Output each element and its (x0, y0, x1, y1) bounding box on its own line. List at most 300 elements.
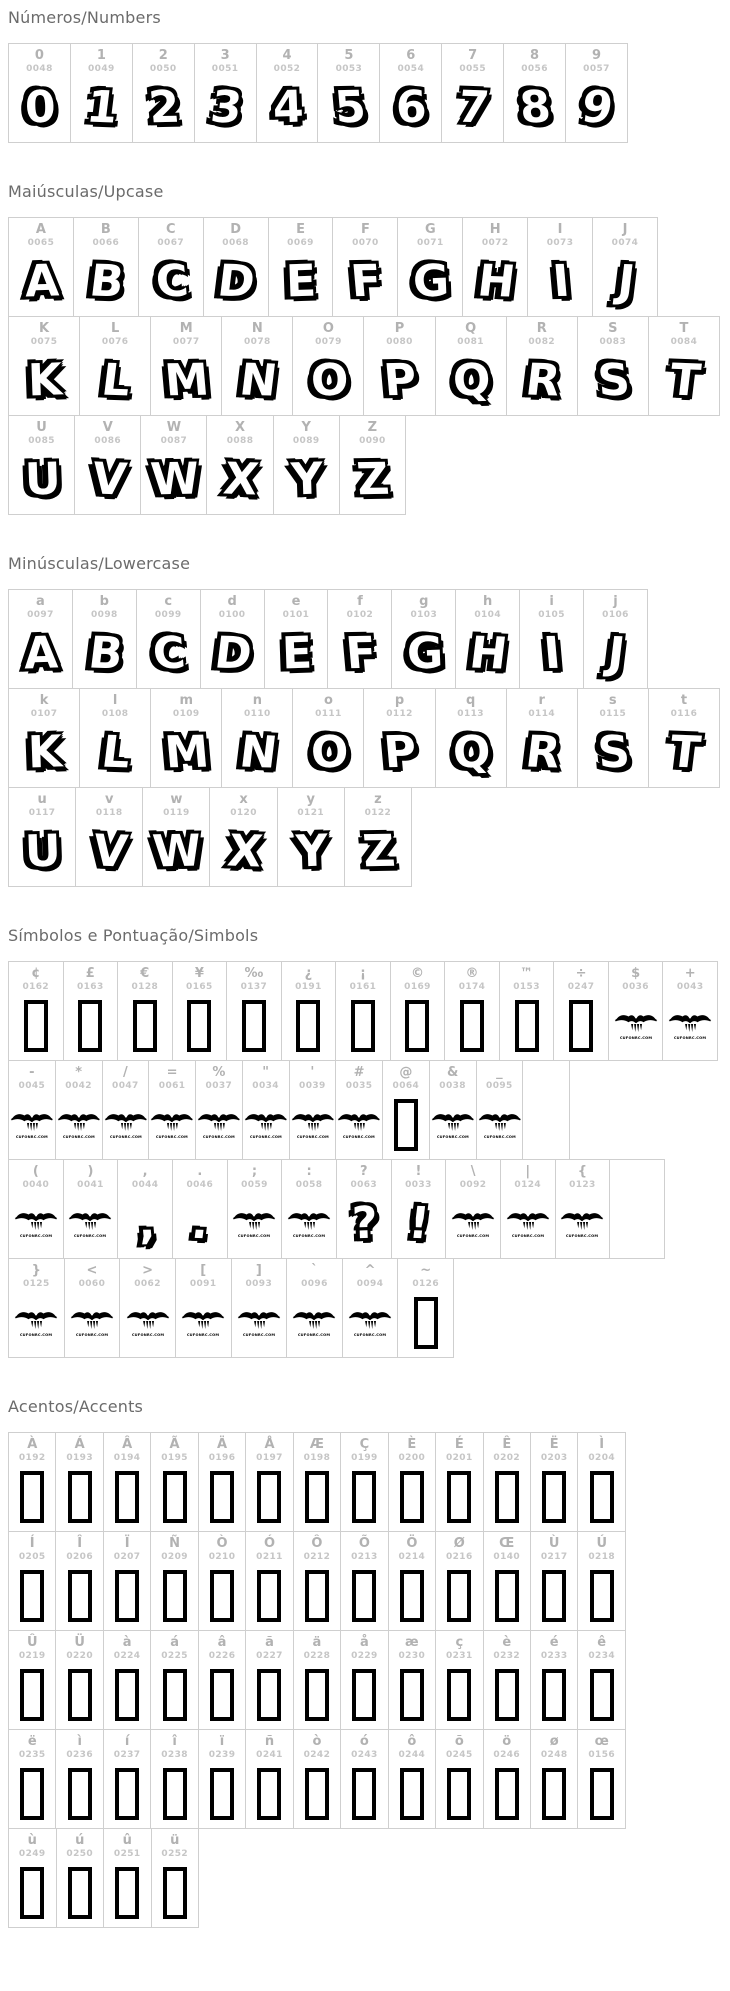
char-label: ¢ (31, 966, 41, 981)
glyph-letter: C (153, 255, 189, 308)
char-code: 0078 (244, 337, 271, 347)
glyph-preview (443, 78, 502, 138)
glyph-preview (294, 723, 362, 783)
glyph-preview (10, 1095, 54, 1155)
missing-glyph-box (20, 1570, 44, 1622)
missing-glyph-box (163, 1867, 187, 1919)
glyph-cell (9, 416, 75, 515)
char-code: 0095 (486, 1081, 513, 1091)
glyph-cell (104, 1829, 152, 1928)
glyph-cell (341, 1532, 388, 1631)
char-label: ® (465, 966, 479, 981)
glyph-cell (9, 1631, 56, 1730)
char-code: 0210 (208, 1552, 236, 1562)
glyph-preview (279, 822, 343, 882)
glyph-preview (10, 1566, 54, 1626)
missing-glyph-box (257, 1570, 281, 1622)
glyph-cell (9, 1259, 65, 1358)
glyph-cell (132, 44, 194, 143)
char-label: & (446, 1065, 459, 1080)
glyph-preview (65, 1194, 117, 1254)
watermark-bat-icon (506, 1209, 550, 1239)
glyph-cell (388, 1532, 435, 1631)
glyph-letter: , (135, 1197, 155, 1250)
glyph-letter: L (99, 726, 132, 779)
missing-glyph-box (20, 1867, 44, 1919)
glyph-table-row (8, 589, 648, 689)
glyph-preview (464, 252, 526, 312)
glyph-preview (140, 252, 202, 312)
glyph-letter: Y (294, 825, 327, 878)
char-code: 0054 (397, 64, 425, 74)
watermark-text: CUFONRC.COM (20, 1333, 53, 1338)
glyph-cell (103, 1631, 150, 1730)
char-code: 0103 (410, 610, 438, 620)
char-label: â (217, 1635, 227, 1650)
char-code: 0059 (241, 1180, 268, 1190)
char-code: 0228 (303, 1651, 331, 1661)
char-code: 0165 (186, 982, 213, 992)
watermark-bat-icon (150, 1110, 194, 1140)
char-label: ¡ (359, 966, 366, 981)
char-code: 0040 (22, 1180, 50, 1190)
glyph-preview (121, 1293, 174, 1353)
glyph-cell (648, 689, 719, 788)
char-label: 1 (96, 48, 106, 63)
char-label: W (166, 420, 182, 435)
glyph-preview (283, 996, 335, 1056)
char-label: Æ (309, 1437, 324, 1452)
char-code: 0089 (292, 436, 320, 446)
glyph-cell (388, 1730, 435, 1829)
glyph-cell (80, 689, 151, 788)
char-code: 0193 (66, 1453, 93, 1463)
missing-glyph-box (414, 1297, 438, 1349)
glyph-cell (56, 1631, 103, 1730)
char-label: \ (470, 1164, 476, 1179)
section-title: Minúsculas/Lowercase (8, 554, 191, 573)
glyph-cell (151, 317, 222, 416)
glyph-table-row (8, 1531, 626, 1631)
char-label: . (197, 1164, 203, 1179)
glyph-cell (242, 1061, 289, 1160)
char-label: Í (29, 1536, 35, 1551)
char-label: J (622, 222, 628, 237)
char-code: 0068 (222, 238, 249, 248)
glyph-preview (74, 624, 135, 684)
char-code: 0214 (398, 1552, 426, 1562)
glyph-preview (275, 450, 338, 510)
glyph-preview (142, 450, 205, 510)
watermark-bat-icon (244, 1110, 288, 1140)
glyph-cell (390, 962, 445, 1061)
missing-glyph-box (495, 1570, 519, 1622)
char-code: 0107 (30, 709, 58, 719)
char-label: á (170, 1635, 179, 1650)
glyph-cell (391, 1160, 446, 1259)
char-label: [ (200, 1263, 207, 1278)
missing-glyph-box (163, 1768, 187, 1820)
char-label: ë (27, 1734, 37, 1749)
missing-glyph-box (460, 1000, 484, 1052)
glyph-cell (103, 1532, 150, 1631)
char-code: 0195 (161, 1453, 188, 1463)
char-label: ' (310, 1065, 315, 1080)
char-code: 0049 (88, 64, 115, 74)
missing-glyph-box (210, 1669, 234, 1721)
glyph-preview (342, 1566, 386, 1626)
char-label: ÷ (575, 966, 587, 981)
glyph-preview (478, 1095, 522, 1155)
glyph-preview (295, 1566, 339, 1626)
glyph-cell (436, 1730, 483, 1829)
glyph-cell (194, 44, 256, 143)
glyph-letter: ! (406, 1197, 431, 1250)
watermark-bat-icon (68, 1209, 112, 1239)
char-label: í (124, 1734, 130, 1749)
char-label: ï (219, 1734, 225, 1749)
glyph-preview (196, 78, 255, 138)
glyph-preview (485, 1665, 529, 1725)
glyph-cell (483, 1532, 530, 1631)
char-label: Î (77, 1536, 83, 1551)
glyph-letter: N (236, 726, 278, 779)
glyph-preview (390, 1764, 434, 1824)
char-code: 0085 (28, 436, 55, 446)
glyph-preview (508, 351, 576, 411)
glyph-cell (198, 1433, 245, 1532)
char-label: ! (415, 1164, 422, 1179)
char-label: Ô (311, 1536, 323, 1551)
missing-glyph-box (68, 1471, 92, 1523)
glyph-cell (530, 1631, 577, 1730)
char-code: 0111 (315, 709, 342, 719)
glyph-cell (364, 317, 435, 416)
glyph-preview (291, 1095, 335, 1155)
char-code: 0080 (386, 337, 413, 347)
watermark-bat-icon (197, 1110, 241, 1140)
char-label: p (394, 693, 405, 708)
glyph-preview (10, 351, 78, 411)
glyph-cell (207, 416, 273, 515)
glyph-cell (141, 416, 207, 515)
missing-glyph-box (495, 1768, 519, 1820)
missing-glyph-box (68, 1867, 92, 1919)
glyph-preview (447, 1194, 499, 1254)
char-code: 0247 (567, 982, 595, 992)
char-label: Ç (359, 1437, 370, 1452)
glyph-letter: M (163, 726, 210, 779)
glyph-preview (610, 996, 662, 1056)
missing-glyph-box (447, 1669, 471, 1721)
glyph-preview (344, 1293, 397, 1353)
char-code: 0198 (303, 1453, 331, 1463)
glyph-table-row (8, 217, 658, 317)
char-label: A (35, 222, 46, 237)
char-label: : (306, 1164, 312, 1179)
glyph-cell (172, 1160, 227, 1259)
glyph-cell (80, 317, 151, 416)
char-label: û (122, 1833, 132, 1848)
section-upcase (8, 182, 730, 515)
glyph-preview (10, 1194, 62, 1254)
glyph-cell (273, 416, 339, 515)
watermark-bat-icon (614, 1011, 658, 1041)
watermark-text: CUFONRC.COM (242, 1333, 275, 1338)
glyph-letter: A (23, 627, 58, 680)
char-label: ã (265, 1635, 274, 1650)
char-code: 0037 (205, 1081, 233, 1091)
missing-glyph-box (210, 1471, 234, 1523)
glyph-letter: ? (351, 1197, 377, 1250)
glyph-cell (289, 1061, 336, 1160)
watermark-text: CUFONRC.COM (456, 1234, 490, 1239)
glyph-preview (579, 1467, 624, 1527)
missing-glyph-box (542, 1768, 566, 1820)
glyph-cell (442, 44, 504, 143)
glyph-cell (506, 689, 577, 788)
glyph-preview (437, 1467, 481, 1527)
glyph-cell (227, 1160, 282, 1259)
glyph-cell (118, 1160, 173, 1259)
glyph-cell (293, 317, 364, 416)
glyph-cell (336, 1160, 391, 1259)
char-code: 0070 (352, 238, 379, 248)
char-label: > (142, 1263, 154, 1278)
watermark-bat-icon (287, 1209, 331, 1239)
glyph-preview (247, 1764, 291, 1824)
glyph-letter: 2 (146, 81, 180, 134)
char-code: 0055 (459, 64, 486, 74)
glyph-cell (151, 689, 222, 788)
glyph-cell (9, 788, 76, 887)
char-label: ñ (264, 1734, 275, 1749)
watermark-bat-icon (668, 1011, 712, 1041)
char-label: œ (594, 1734, 609, 1749)
char-code: 0081 (457, 337, 484, 347)
glyph-cell (70, 44, 132, 143)
missing-glyph-box (400, 1768, 424, 1820)
watermark-text: CUFONRC.COM (156, 1135, 189, 1140)
glyph-preview (294, 351, 362, 411)
char-code: 0206 (66, 1552, 93, 1562)
char-label: t (680, 693, 688, 708)
watermark-bat-icon (292, 1308, 336, 1338)
glyph-preview (365, 723, 433, 783)
char-label: ö (502, 1734, 512, 1749)
char-code: 0112 (386, 709, 413, 719)
glyph-preview (57, 1665, 101, 1725)
char-code: 0038 (439, 1081, 466, 1091)
missing-glyph-box (163, 1471, 187, 1523)
glyph-cell (9, 1532, 56, 1631)
watermark-text: CUFONRC.COM (343, 1135, 376, 1140)
glyph-cell (246, 1631, 293, 1730)
char-label: F (360, 222, 370, 237)
char-label: a (36, 594, 45, 609)
char-code: 0093 (245, 1279, 273, 1289)
glyph-letter: M (163, 354, 210, 407)
char-code: 0153 (513, 982, 540, 992)
char-code: 0102 (346, 610, 374, 620)
char-code: 0098 (91, 610, 118, 620)
missing-glyph-box (352, 1768, 376, 1820)
glyph-cell (222, 317, 293, 416)
glyph-preview (390, 1467, 434, 1527)
glyph-letter: 1 (83, 81, 119, 134)
char-code: 0217 (540, 1552, 568, 1562)
char-code: 0075 (30, 337, 58, 347)
glyph-preview (431, 1095, 475, 1155)
char-code: 0097 (27, 610, 54, 620)
glyph-preview (437, 1764, 481, 1824)
watermark-text: CUFONRC.COM (298, 1333, 331, 1338)
char-code: 0082 (528, 337, 556, 347)
glyph-preview (66, 1293, 119, 1353)
glyph-letter: I (550, 255, 570, 308)
char-label: Ò (216, 1536, 228, 1551)
glyph-preview (119, 1194, 171, 1254)
char-code: 0241 (256, 1750, 283, 1760)
char-label: Q (465, 321, 477, 336)
glyph-letter: I (542, 627, 561, 680)
glyph-preview (390, 1566, 434, 1626)
char-code: 0073 (546, 238, 574, 248)
missing-glyph-box (257, 1768, 281, 1820)
glyph-preview (532, 1764, 576, 1824)
glyph-cell (383, 1061, 430, 1160)
glyph-preview (233, 1293, 286, 1353)
char-label: ¿ (304, 966, 313, 981)
glyph-letter: F (349, 255, 382, 308)
char-code: 0053 (335, 64, 363, 74)
char-code: 0233 (540, 1651, 568, 1661)
missing-glyph-box (394, 1099, 418, 1151)
glyph-cell (120, 1259, 176, 1358)
watermark-text: CUFONRC.COM (238, 1234, 271, 1239)
glyph-letter: L (99, 354, 132, 407)
char-label: w (170, 792, 183, 807)
glyph-preview (505, 78, 564, 138)
glyph-cell (333, 218, 398, 317)
watermark-text: CUFONRC.COM (566, 1234, 599, 1239)
glyph-preview (437, 1665, 481, 1725)
glyph-cell (429, 1061, 476, 1160)
char-code: 0100 (218, 610, 246, 620)
glyph-cell (463, 218, 528, 317)
glyph-cell (336, 962, 391, 1061)
missing-glyph-box (305, 1669, 329, 1721)
char-label: Ø (453, 1536, 465, 1551)
glyph-cell (103, 1730, 150, 1829)
glyph-cell (344, 788, 411, 887)
char-code: 0137 (240, 982, 268, 992)
glyph-preview (150, 1095, 194, 1155)
glyph-cell (328, 590, 392, 689)
glyph-letter: C (150, 627, 186, 680)
char-label: # (353, 1065, 365, 1080)
glyph-letter: . (189, 1197, 211, 1250)
char-label: Û (26, 1635, 38, 1650)
watermark-bat-icon (291, 1110, 335, 1140)
glyph-cell (483, 1631, 530, 1730)
watermark-bat-icon (70, 1308, 114, 1338)
char-code: 0140 (493, 1552, 521, 1562)
glyph-letter: E (285, 255, 316, 308)
char-code: 0248 (540, 1750, 568, 1760)
char-code: 0047 (112, 1081, 139, 1091)
char-code: 0200 (398, 1453, 426, 1463)
glyph-table-row (8, 316, 720, 416)
glyph-preview (144, 822, 208, 882)
glyph-preview (174, 996, 226, 1056)
char-code: 0056 (521, 64, 548, 74)
glyph-preview (338, 1194, 390, 1254)
missing-glyph-box (78, 1000, 102, 1052)
glyph-preview (557, 1194, 609, 1254)
glyph-cell (151, 1730, 198, 1829)
char-label: ç (455, 1635, 464, 1650)
glyph-preview (532, 1665, 576, 1725)
char-code: 0044 (131, 1180, 159, 1190)
glyph-preview (390, 1665, 434, 1725)
missing-glyph-box (163, 1669, 187, 1721)
watermark-bat-icon (126, 1308, 170, 1338)
watermark-text: CUFONRC.COM (131, 1333, 164, 1338)
glyph-cell (9, 1433, 56, 1532)
glyph-table-row (8, 1159, 665, 1259)
glyph-letter: K (27, 354, 61, 407)
char-label: | (525, 1164, 531, 1179)
glyph-cell (72, 590, 136, 689)
glyph-letter: S (595, 726, 630, 779)
glyph-cell (341, 1730, 388, 1829)
char-code: 0245 (445, 1750, 473, 1760)
char-code: 0218 (588, 1552, 616, 1562)
section-lowercase (8, 554, 730, 887)
watermark-bat-icon (104, 1110, 148, 1140)
glyph-cell (436, 1433, 483, 1532)
glyph-preview (197, 1095, 241, 1155)
glyph-letter: E (281, 627, 311, 680)
char-label: P (394, 321, 405, 336)
watermark-text: CUFONRC.COM (296, 1135, 329, 1140)
missing-glyph-box (400, 1570, 424, 1622)
char-label: Õ (358, 1536, 370, 1551)
glyph-cell (256, 44, 318, 143)
char-label: Á (74, 1437, 85, 1452)
glyph-cell (9, 689, 80, 788)
char-code: 0057 (583, 64, 610, 74)
missing-glyph-box (20, 1471, 44, 1523)
char-code: 0067 (157, 238, 185, 248)
missing-glyph-box (68, 1768, 92, 1820)
glyph-cell (246, 1730, 293, 1829)
glyph-preview (223, 351, 291, 411)
char-label: U (36, 420, 47, 435)
section-numbers (8, 8, 730, 143)
char-label: q (465, 693, 476, 708)
glyph-letter: U (24, 825, 60, 878)
glyph-preview (57, 1566, 101, 1626)
watermark-bat-icon (348, 1308, 392, 1338)
glyph-cell (103, 1433, 150, 1532)
char-code: 0232 (493, 1651, 521, 1661)
char-code: 0209 (161, 1552, 188, 1562)
glyph-cell (56, 1532, 103, 1631)
glyph-table-row (8, 688, 720, 788)
glyph-preview (342, 1665, 386, 1725)
